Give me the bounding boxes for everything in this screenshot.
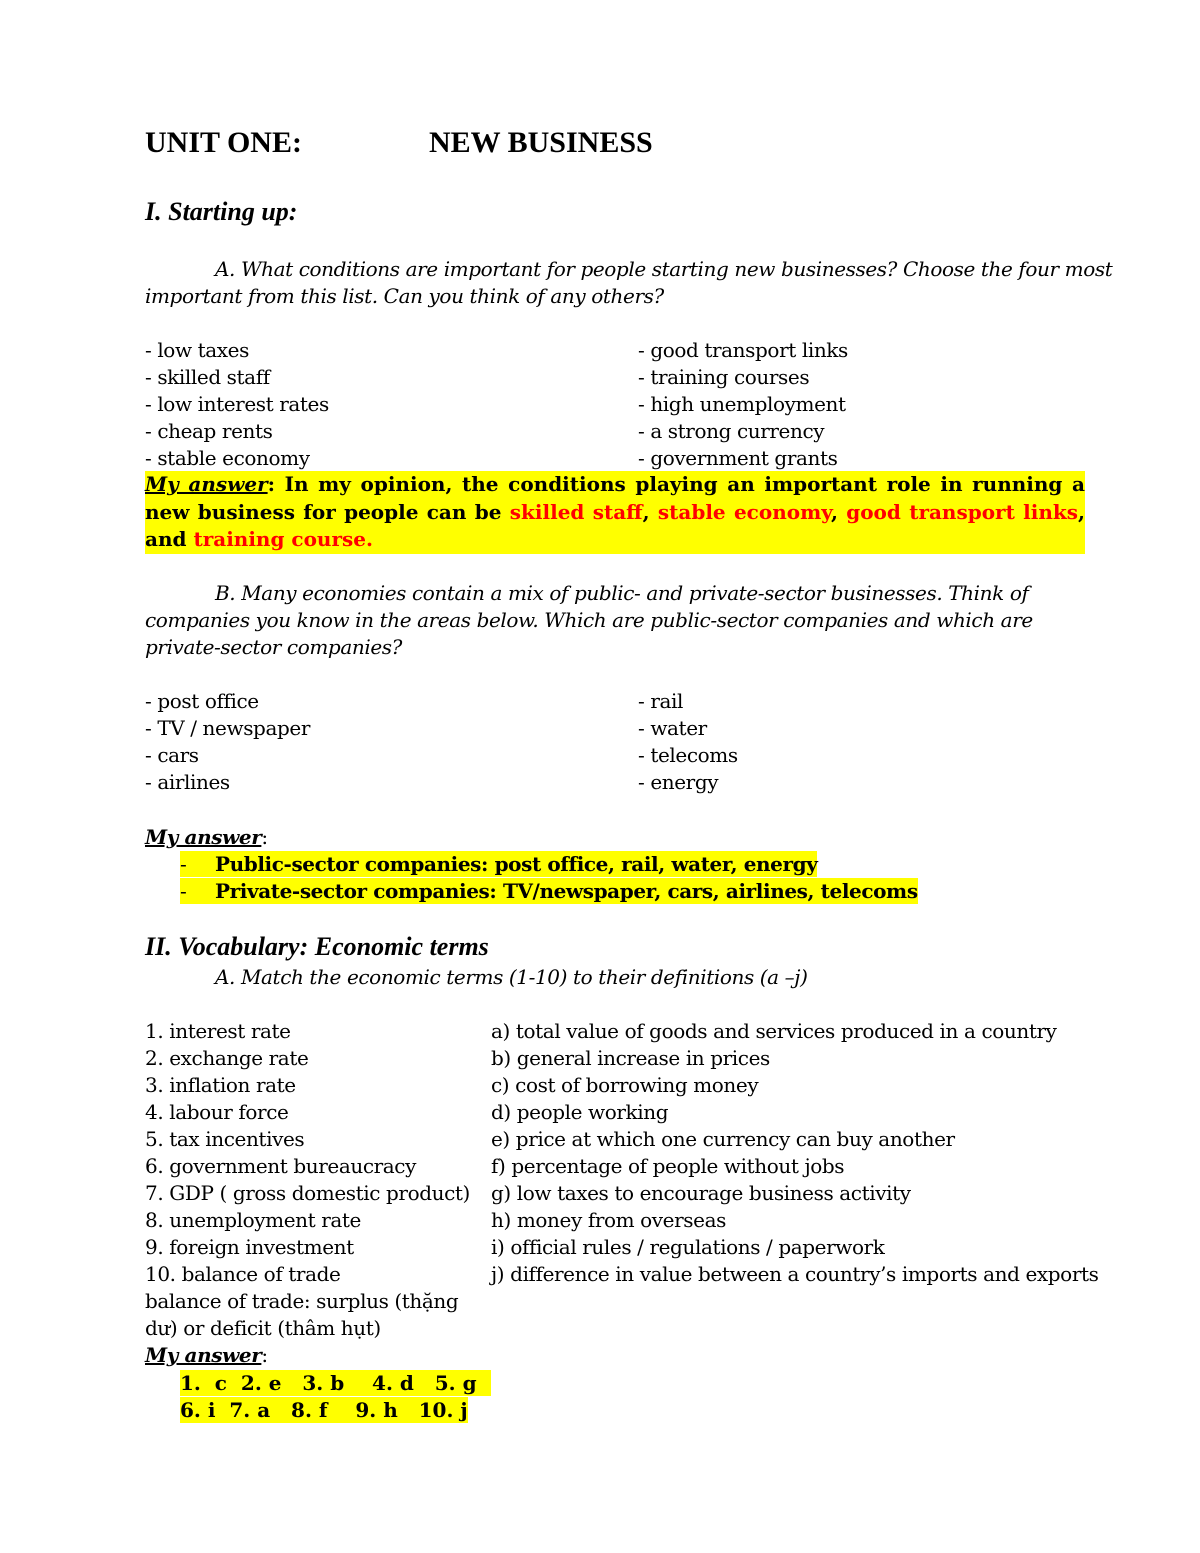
answer-item-stable-economy: stable economy xyxy=(657,499,831,524)
bullet-text: Private-sector companies: TV/newspaper, cars, airlines, telecoms xyxy=(215,879,918,903)
unit-label: UNIT ONE: xyxy=(145,126,302,159)
list-item: - training courses xyxy=(638,365,810,389)
definitions-list xyxy=(491,1018,1098,1288)
answer-c-label-line xyxy=(145,1342,470,1369)
answer-label: My answer xyxy=(145,825,262,849)
list-item: - energy xyxy=(638,770,719,794)
list-item: - government grants xyxy=(638,446,838,470)
answer-separator: , xyxy=(830,499,847,524)
list-item: 3. inflation rate xyxy=(145,1073,296,1097)
answer-item-training-course: training course. xyxy=(193,527,373,551)
answer-separator: , and xyxy=(145,499,1085,551)
list-item: a) total value of goods and services produced in a country xyxy=(491,1019,1057,1043)
answer-item-skilled-staff: skilled staff xyxy=(509,499,643,524)
question-match-terms: A. Match the economic terms (1-10) to their definitions (a –j) xyxy=(215,965,808,989)
list-item: 6. government bureaucracy xyxy=(145,1154,417,1178)
list-item: - cheap rents xyxy=(145,419,273,443)
answer-item-transport-links: good transport links xyxy=(846,499,1079,524)
sectors-list-left xyxy=(145,688,310,796)
sectors-list-right xyxy=(638,688,738,796)
list-item: f) percentage of people without jobs xyxy=(491,1154,845,1178)
list-item: 10. balance of trade xyxy=(145,1262,341,1286)
question-a-line2: important from this list. Can you think of any others? xyxy=(145,284,664,308)
list-item: d) people working xyxy=(491,1100,669,1124)
conditions-list-left xyxy=(145,337,329,472)
bullet-dash: - xyxy=(180,852,187,876)
list-item: h) money from overseas xyxy=(491,1208,726,1232)
list-item: i) official rules / regulations / paperwork xyxy=(491,1235,885,1259)
answer-b-private-sector xyxy=(180,878,918,904)
list-item: e) price at which one currency can buy another xyxy=(491,1127,955,1151)
list-item: 7. GDP ( gross domestic product) xyxy=(145,1181,470,1205)
list-item: b) general increase in prices xyxy=(491,1046,770,1070)
answer-b-label-line xyxy=(145,824,268,851)
answer-b-public-sector xyxy=(180,851,817,877)
list-item: - high unemployment xyxy=(638,392,846,416)
answer-label: My answer xyxy=(145,1343,262,1367)
list-item: - a strong currency xyxy=(638,419,825,443)
terms-list xyxy=(145,1018,470,1369)
list-item: - TV / newspaper xyxy=(145,716,310,740)
bullet-text: Public-sector companies: post office, rail, water, energy xyxy=(215,852,818,876)
list-item: - water xyxy=(638,716,707,740)
question-b-line2: companies you know in the areas below. Which are public-sector companies and which are xyxy=(145,608,1033,632)
list-item: - rail xyxy=(638,689,683,713)
list-item: - skilled staff xyxy=(145,365,270,389)
note-line: dư) or deficit (thâm hụt) xyxy=(145,1316,381,1340)
answer-label: My answer xyxy=(145,472,268,496)
list-item: - low interest rates xyxy=(145,392,329,416)
list-item: 2. exchange rate xyxy=(145,1046,309,1070)
answer-colon: : xyxy=(261,825,268,849)
question-b-line3: private-sector companies? xyxy=(145,635,402,659)
list-item: - good transport links xyxy=(638,338,848,362)
list-item: c) cost of borrowing money xyxy=(491,1073,759,1097)
question-b-line1: B. Many economies contain a mix of public- and private-sector businesses. Think of xyxy=(215,581,1029,605)
list-item: - telecoms xyxy=(638,743,738,767)
list-item: g) low taxes to encourage business activity xyxy=(491,1181,911,1205)
section-heading-vocabulary: II. Vocabulary: Economic terms xyxy=(145,932,489,961)
list-item: 9. foreign investment xyxy=(145,1235,354,1259)
answer-key-line2: 6. i 7. a 8. f 9. h 10. j xyxy=(180,1398,468,1422)
answer-separator: , xyxy=(642,499,658,524)
list-item: 5. tax incentives xyxy=(145,1127,305,1151)
list-item: j) difference in value between a country’s imports and exports xyxy=(491,1262,1099,1286)
answer-text: In my opinion, the conditions playing an important role in running a new business for people can be xyxy=(145,472,1085,524)
answer-colon: : xyxy=(267,472,275,496)
list-item: - low taxes xyxy=(145,338,249,362)
section-heading-starting-up: I. Starting up: xyxy=(145,197,298,226)
list-item: - cars xyxy=(145,743,199,767)
conditions-list-right xyxy=(638,337,848,472)
list-item: 4. labour force xyxy=(145,1100,289,1124)
question-a-line1: A. What conditions are important for people starting new businesses? Choose the four most xyxy=(215,257,1113,281)
bullet-dash: - xyxy=(180,879,187,903)
list-item: - post office xyxy=(145,689,259,713)
note-line: balance of trade: surplus (thặng xyxy=(145,1289,459,1313)
list-item: - stable economy xyxy=(145,446,310,470)
list-item: 1. interest rate xyxy=(145,1019,291,1043)
answer-colon: : xyxy=(261,1343,268,1367)
answer-key-line1: 1. c 2. e 3. b 4. d 5. g xyxy=(180,1371,491,1395)
answer-a-highlight xyxy=(145,471,1085,554)
list-item: 8. unemployment rate xyxy=(145,1208,361,1232)
unit-title: NEW BUSINESS xyxy=(429,126,653,159)
list-item: - airlines xyxy=(145,770,230,794)
